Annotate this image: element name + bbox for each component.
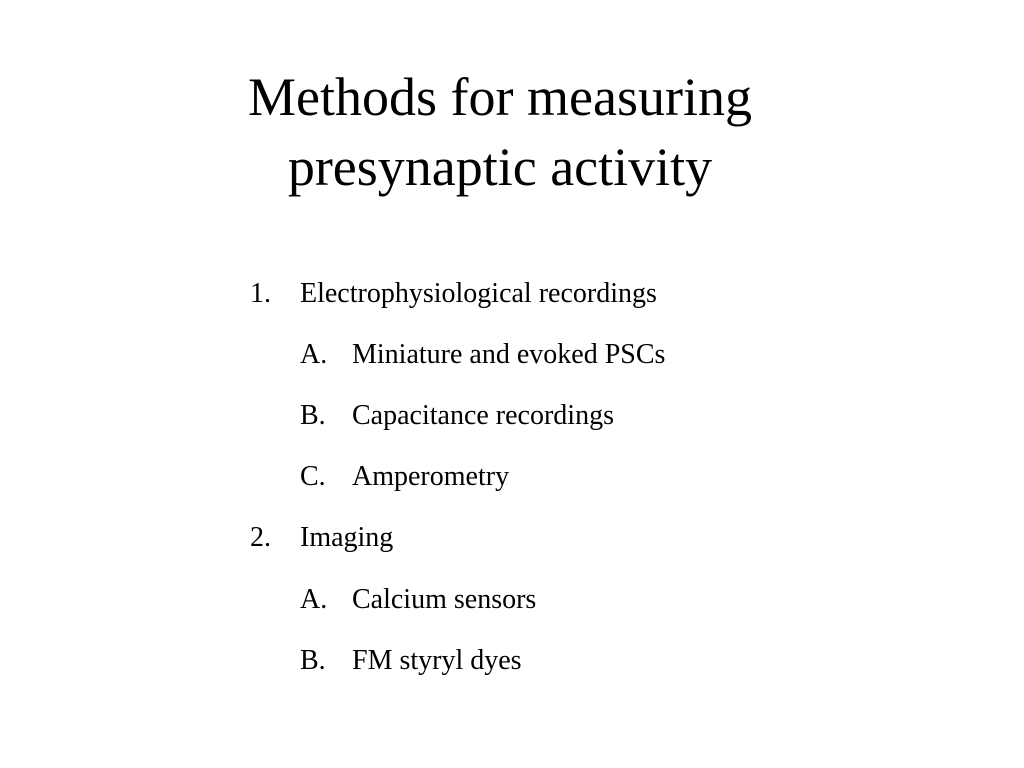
outline-item-1b-text: Capacitance recordings [352,400,614,431]
outline-item-1c-marker: C. [300,461,326,492]
outline-item-1a-text: Miniature and evoked PSCs [352,339,666,370]
outline-item-2-marker: 2. [250,522,271,553]
outline-item-1-marker: 1. [250,278,271,309]
outline-item-2-text: Imaging [300,522,394,553]
slide-title [0,62,1000,202]
outline-item-1-text: Electrophysiological recordings [300,278,657,309]
slide-title-line-2: presynaptic activity [287,137,713,197]
outline-item-1c-text: Amperometry [352,461,510,492]
outline-item-1b-marker: B. [300,400,326,431]
slide-title-line-1: Methods for measuring [248,67,752,127]
outline-item-2a-marker: A. [300,584,328,615]
outline-item-1a-marker: A. [300,339,328,370]
outline-item-2b-marker: B. [300,645,326,676]
outline-item-2b-text: FM styryl dyes [352,645,522,676]
outline-item-2a-text: Calcium sensors [352,584,537,615]
